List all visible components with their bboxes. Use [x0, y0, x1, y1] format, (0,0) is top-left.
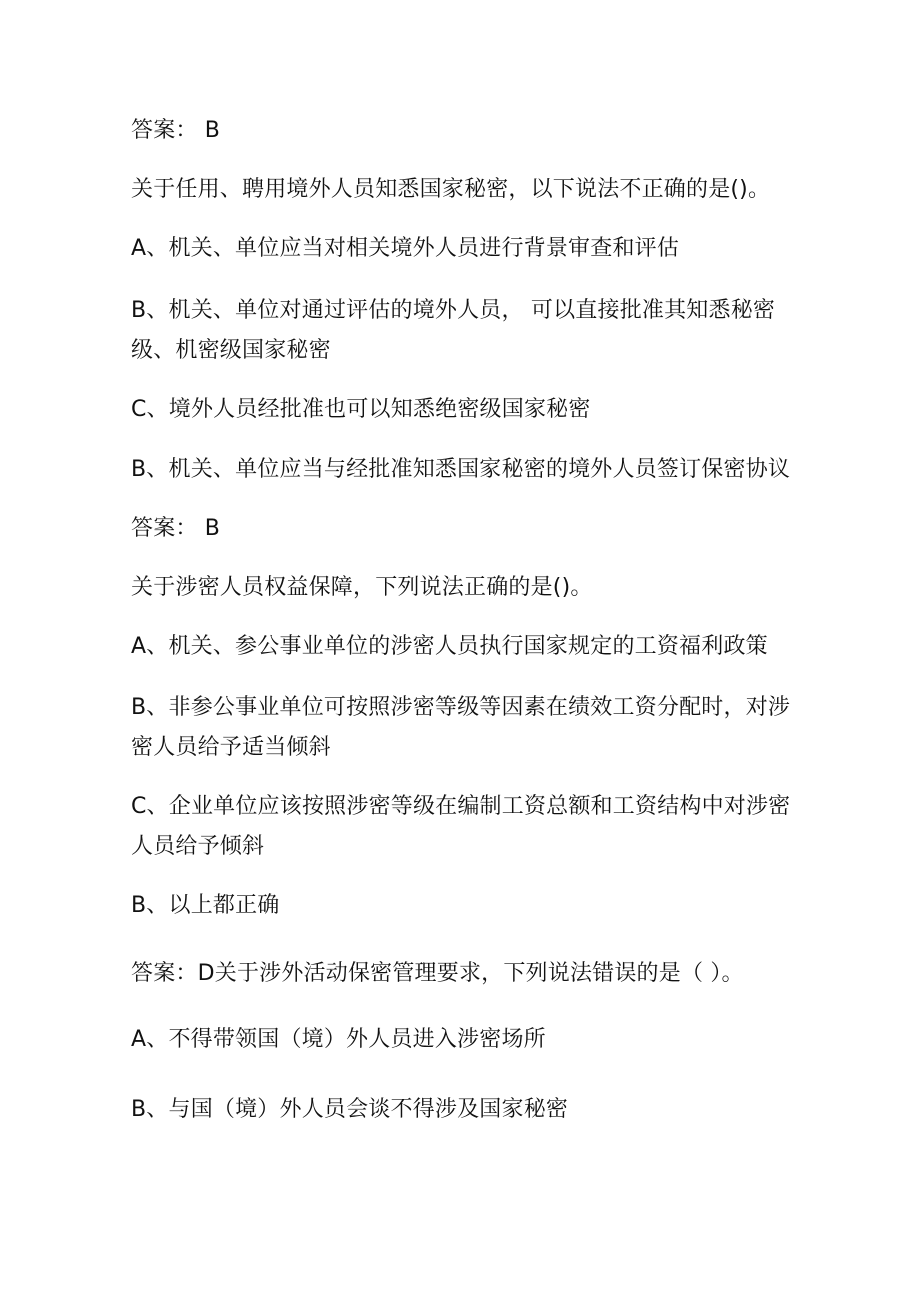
answer-and-question-text: 答案：D关于涉外活动保密管理要求，下列说法错误的是（ ）。 — [131, 961, 744, 986]
option-b: B、机关、单位对通过评估的境外人员， 可以直接批准其知悉秘密级、机密级国家秘密 — [131, 298, 776, 363]
question-text: 关于涉密人员权益保障，下列说法正确的是()。 — [131, 575, 593, 600]
option-a: A、机关、单位应当对相关境外人员进行背景审查和评估 — [131, 236, 680, 261]
question-text: 关于任用、聘用境外人员知悉国家秘密，以下说法不正确的是()。 — [131, 177, 771, 202]
option-c: C、境外人员经批准也可以知悉绝密级国家秘密 — [131, 397, 591, 422]
option-d: B、以上都正确 — [131, 893, 280, 918]
option-b: B、与国（境）外人员会谈不得涉及国家秘密 — [131, 1097, 569, 1122]
option-b: B、非参公事业单位可按照涉密等级等因素在绩效工资分配时，对涉密人员给予适当倾斜 — [131, 695, 791, 760]
option-d: B、机关、单位应当与经批准知悉国家秘密的境外人员签订保密协议 — [131, 457, 791, 482]
option-a: A、机关、参公事业单位的涉密人员执行国家规定的工资福利政策 — [131, 634, 768, 659]
answer-line: 答案： B — [131, 516, 221, 541]
option-c: C、企业单位应该按照涉密等级在编制工资总额和工资结构中对涉密人员给予倾斜 — [131, 794, 791, 859]
option-a: A、不得带领国（境）外人员进入涉密场所 — [131, 1027, 546, 1052]
answer-line: 答案： B — [131, 118, 221, 143]
